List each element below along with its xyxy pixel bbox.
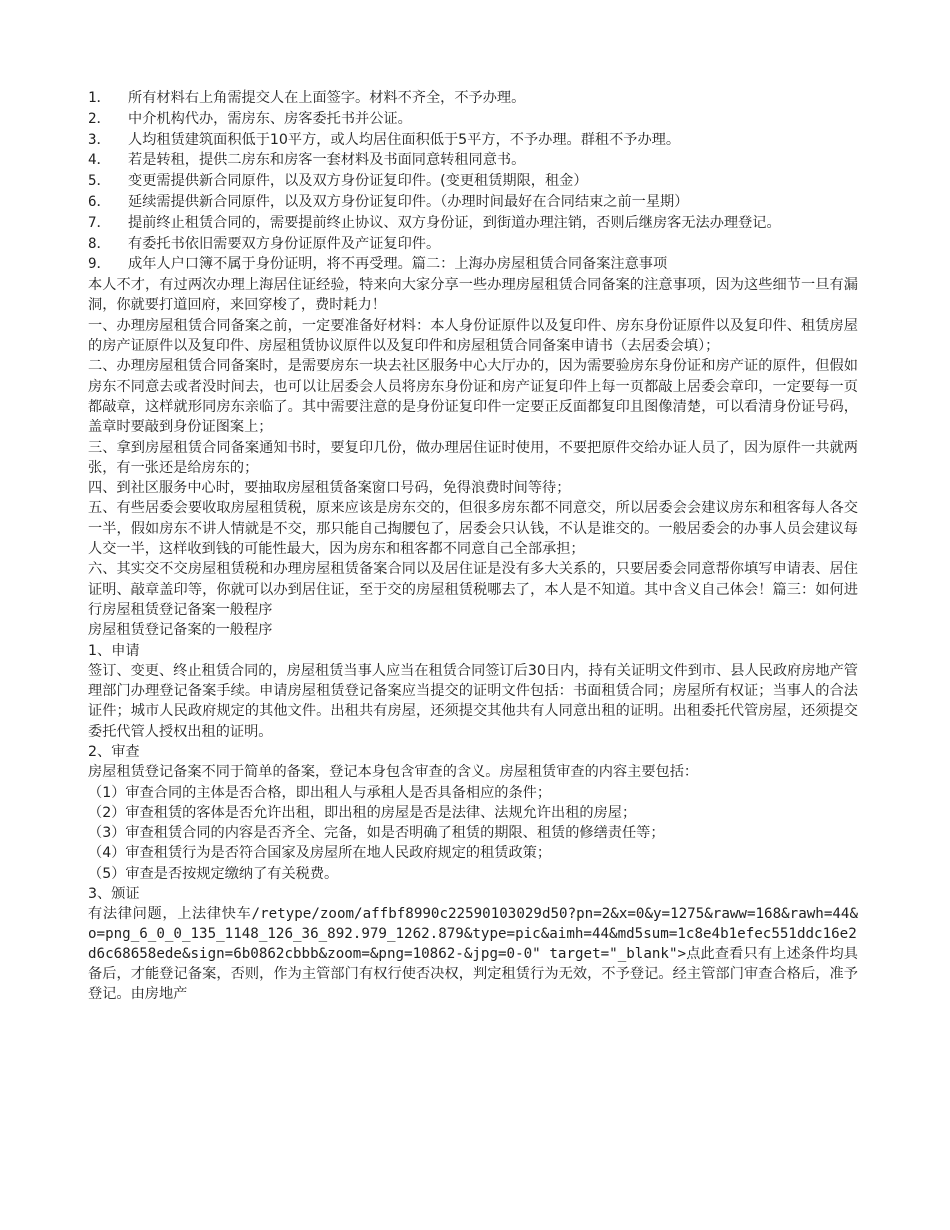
issue-text-lead: 有法律问题，上法律快车: [88, 906, 252, 923]
list-text: 若是转租，提供二房东和房客一套材料及书面同意转租同意书。: [128, 152, 526, 169]
list-number: 1．: [88, 90, 111, 106]
review-item-1: （1）审查合同的主体是否合格，即出租人与承租人是否具备相应的条件；: [88, 784, 552, 801]
list-item: [88, 213, 858, 234]
section-heading-review: 2、审查: [88, 744, 140, 760]
list-number: 6．: [88, 193, 111, 210]
list-text: 中介机构代办，需房东、房客委托书并公证。: [128, 110, 412, 127]
list-text: 延续需提供新合同原件，以及双方身份证复印件。（办理时间最好在合同结束之前一星期）: [128, 193, 689, 210]
section-heading-apply: 1、申请: [88, 642, 140, 659]
list-number: 5．: [88, 173, 111, 190]
list-item: [88, 234, 858, 255]
paragraph-6: 六、其实交不交房屋租赁税和办理房屋租赁备案合同以及居住证是没有多大关系的，只要居委会同意帮你填写申请表、居住证明、敲章盖印等，你就可以办到居住证，至于交的房屋租赁税哪去了，本人是不知道。其中含义自己体会！篇三：如何进行房屋租赁登记备案一般程序: [88, 561, 858, 618]
section-heading-issue: 3、颁证: [88, 886, 140, 903]
list-text: 成年人户口簿不属于身份证明，将不再受理。篇二：上海办房屋租赁合同备案注意事项: [128, 256, 668, 273]
intro-paragraph: 本人不才，有过两次办理上海居住证经验，特来向大家分享一些办理房屋租赁合同备案的注意事项，因为这些细节一旦有漏洞，你就要打道回府，来回穿梭了，费时耗力！: [88, 277, 858, 314]
list-item: [88, 171, 858, 192]
list-number: 8．: [88, 235, 111, 252]
list-text: 人均租赁建筑面积低于10平方，或人均居住面积低于5平方，不予办理。群租不予办理。: [128, 131, 681, 148]
document-body: [88, 88, 858, 1004]
section-review-text: 房屋租赁登记备案不同于简单的备案，登记本身包含审查的含义。房屋租赁审查的内容主要包括：: [88, 764, 699, 781]
procedure-heading: 房屋租赁登记备案的一般程序: [88, 622, 273, 639]
list-text: 变更需提供新合同原件，以及双方身份证复印件。(变更租赁期限，租金）: [128, 173, 588, 190]
list-text: 有委托书依旧需要双方身份证原件及产证复印件。: [128, 235, 441, 252]
paragraph-3: 三、拿到房屋租赁合同备案通知书时，要复印几份，做办理居住证时使用，不要把原件交给办证人员了，因为原件一共就两张，有一张还是给房东的；: [88, 439, 858, 476]
list-item: [88, 192, 858, 213]
list-number: 3．: [88, 131, 111, 148]
list-item: [88, 88, 858, 109]
list-number: 9．: [88, 256, 111, 273]
list-number: 4．: [88, 152, 111, 169]
list-item: [88, 150, 858, 171]
review-item-5: （5）审查是否按规定缴纳了有关税费。: [88, 865, 339, 882]
list-number: 2．: [88, 110, 111, 127]
review-item-3: （3）审查租赁合同的内容是否齐全、完备，如是否明确了租赁的期限、租赁的修缮责任等；: [88, 825, 665, 842]
section-issue-text: [88, 904, 858, 1004]
requirements-list: [88, 88, 858, 275]
paragraph-4: 四、到社区服务中心时，要抽取房屋租赁备案窗口号码，免得浪费时间等待；: [88, 480, 571, 497]
review-item-4: （4）审查租赁行为是否符合国家及房屋所在地人民政府规定的租赁政策；: [88, 845, 552, 862]
section-apply-text: 签订、变更、终止租赁合同的，房屋租赁当事人应当在租赁合同签订后30日内，持有关证明文件到市、县人民政府房地产管理部门办理登记备案手续。申请房屋租赁登记备案应当提交的证明文件包括：书面租赁合同；房屋所有权证；当事人的合法证件；城市人民政府规定的其他文件。出租共有房屋，还须提交其他共有人同意出租的证明。出租委托代管房屋，还须提交委托代管人授权出租的证明。: [88, 662, 858, 740]
list-item: [88, 109, 858, 130]
list-text: 提前终止租赁合同的，需要提前终止协议、双方身份证，到街道办理注销，否则后继房客无法办理登记。: [128, 214, 781, 231]
list-item: [88, 130, 858, 151]
list-number: 7．: [88, 214, 111, 231]
issue-text-url: /retype/zoom/affbf8990c22590103029d50?pn=2&x=0&y=1275&raww=168&rawh=44&o=png_6_0_0_135_1148_126_36_892.979_1262.879&type=pic&aimh=44&md5sum=1c8e4b1efec551ddc16e2d6c68658ede&sign=6b0862cbbb&zoom=&png=10862-&jpg=0-0" target="_blank">: [88, 906, 858, 963]
list-item: [88, 254, 858, 275]
paragraph-1: 一、办理房屋租赁合同备案之前，一定要准备好材料：本人身份证原件以及复印件、房东身份证原件以及复印件、租赁房屋的房产证原件以及复印件、房屋租赁协议原件以及复印件和房屋租赁合同备案申请书（去居委会填）；: [88, 317, 858, 355]
paragraph-2: 二、办理房屋租赁合同备案时，是需要房东一块去社区服务中心大厅办的，因为需要验房东身份证和房产证的原件，但假如房东不同意去或者没时间去，也可以让居委会人员将房东身份证和房产证复印件上每一页都敲上居委会章印，一定要每一页都敲章，这样就形同房东亲临了。其中需要注意的是身份证复印件一定要正反面都复印且图像清楚，可以看清身份证号码，盖章时要敲到身份证图案上；: [88, 358, 858, 436]
review-item-2: （2）审查租赁的客体是否允许出租，即出租的房屋是否是法律、法规允许出租的房屋；: [88, 804, 637, 821]
list-text: 所有材料右上角需提交人在上面签字。材料不齐全，不予办理。: [128, 90, 526, 106]
paragraph-5: 五、有些居委会要收取房屋租赁税，原来应该是房东交的，但很多房东都不同意交，所以居委会会建议房东和租客每人各交一半，假如房东不讲人情就是不交，那只能自己掏腰包了，居委会只认钱，不认是谁交的。一般居委会的办事人员会建议每人交一半，这样收到钱的可能性最大，因为房东和租客都不同意自己全部承担；: [88, 500, 858, 558]
issue-text-tail: 点此查看只有上述条件均具备后，才能登记备案，否则，作为主管部门有权行使否决权，判定租赁行为无效，不予登记。经主管部门审查合格后，准予登记。由房地产: [88, 946, 858, 1003]
